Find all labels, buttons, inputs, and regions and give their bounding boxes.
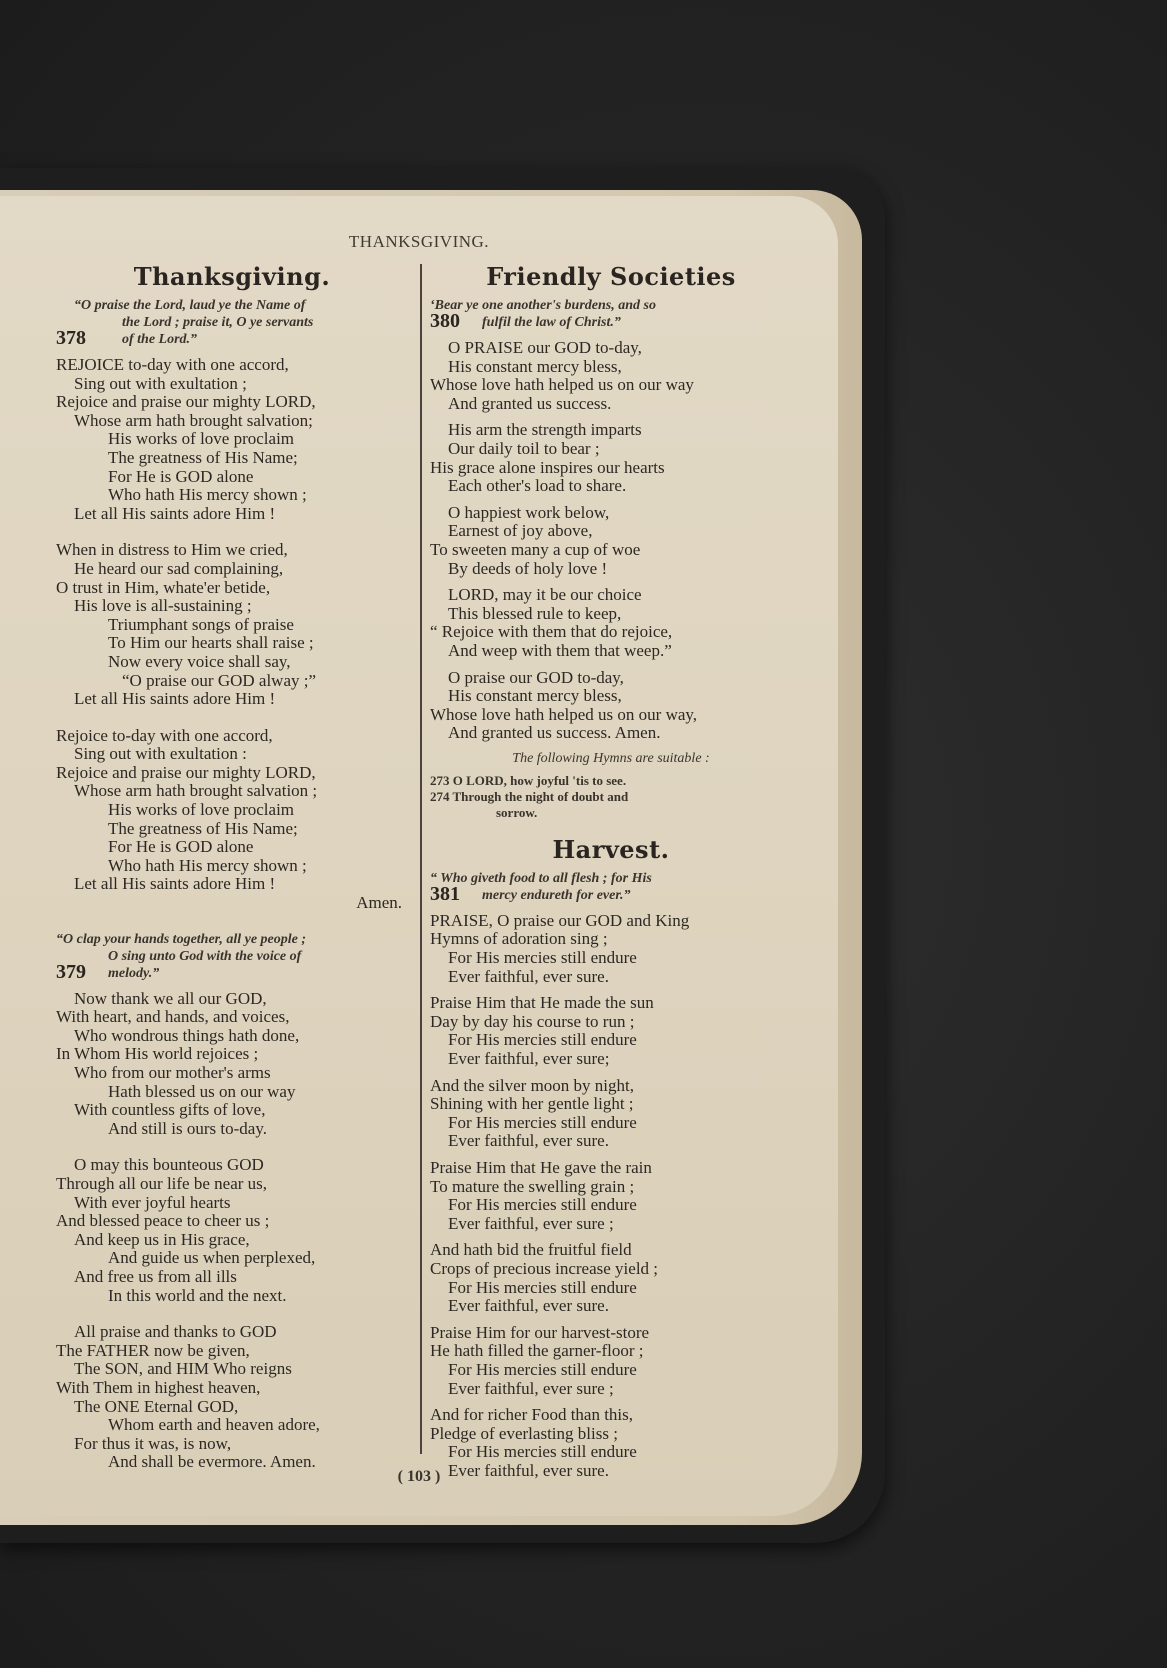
stanza: O praise our GOD to-day, His constant mercy bless, Whose love hath helped us on our way, And granted us success. Amen. bbox=[430, 667, 698, 743]
stanza: REJOICE to-day with one accord, Sing out with exultation ; Rejoice and praise our mighty LORD, Whose arm hath brought salvation; His works of love proclaim The greatness of His Name; For He is GOD alone Who hath His mercy shown ; Let all His saints adore Him ! bbox=[56, 355, 316, 523]
list-item: 274 Through the night of doubt and bbox=[430, 788, 629, 804]
stanza: O happiest work below, Earnest of joy above, To sweeten many a cup of woe By deeds of holy love ! bbox=[430, 502, 641, 578]
hymn-number: 378 bbox=[56, 327, 86, 349]
stanza: O PRAISE our GOD to-day, His constant mercy bless, Whose love hath helped us on our way And granted us success. bbox=[430, 338, 694, 413]
stanza: When in distress to Him we cried, He heard our sad complaining, O trust in Him, whate'er betide, His love is all-sustaining ; Triumphant songs of praise To Him our hearts shall raise ; Now every voice shall say, “O praise our GOD alway ;” Let all His saints adore Him ! bbox=[56, 540, 317, 709]
hymn-number: 380 bbox=[430, 310, 460, 332]
stanza: LORD, may it be our choice This blessed rule to keep, “ Rejoice with them that do rejoice, And weep with them that weep.” bbox=[430, 585, 673, 660]
hymn-381-epigraph: “ Who giveth food to all flesh ; for His mercy endureth for ever.” 381 bbox=[430, 870, 652, 905]
hymn-381 bbox=[430, 870, 792, 1481]
running-head: THANKSGIVING. bbox=[348, 232, 490, 251]
hymn-379-epigraph: “O clap your hands together, all ye people ; O sing unto God with the voice of melody.” 379 bbox=[56, 931, 307, 983]
stanza: Praise Him that He gave the rain To mature the swelling grain ; For His mercies still endure Ever faithful, ever sure ; bbox=[430, 1158, 652, 1233]
hymn-380 bbox=[430, 297, 792, 743]
section-title-thanksgiving: Thanksgiving. bbox=[133, 262, 331, 291]
page-number: ( 103 ) bbox=[397, 1468, 441, 1485]
stanza: Praise Him that He made the sun Day by day his course to run ; For His mercies still endure Ever faithful, ever sure; bbox=[430, 993, 654, 1069]
stanza: Now thank we all our GOD, With heart, and hands, and voices, Who wondrous things hath done, In Whom His world rejoices ; Who from our mother's arms Hath blessed us on our way With countless gifts of love, And still is ours to-day. bbox=[56, 988, 300, 1138]
stanza: Praise Him for our harvest-store He hath filled the garner-floor ; For His mercies still endure Ever faithful, ever sure ; bbox=[430, 1322, 650, 1398]
hymn-380-epigraph: ‘Bear ye one another's burdens, and so fulfil the law of Christ.” 380 bbox=[430, 298, 656, 332]
suitable-hymns-heading: The following Hymns are suitable : bbox=[512, 750, 710, 766]
book-page bbox=[0, 196, 838, 1516]
stanza: And for richer Food than this, Pledge of everlasting bliss ; For His mercies still endure Ever faithful, ever sure. bbox=[430, 1405, 637, 1480]
hymn-number: 381 bbox=[430, 882, 460, 905]
list-item: 273 O LORD, how joyful 'tis to see. bbox=[430, 772, 627, 788]
stanza: O may this bounteous GOD Through all our life be near us, With ever joyful hearts And blessed peace to cheer us ; And keep us in His grace, And guide us when perplexed, And free us from all ills In this world and the next. bbox=[56, 1155, 316, 1305]
stanza: Rejoice to-day with one accord, Sing out with exultation : Rejoice and praise our mighty LORD, Whose arm hath brought salvation ; His works of love proclaim The greatness of His Name; For He is GOD alone Who hath His mercy shown ; Let all His saints adore Him ! Amen. bbox=[56, 727, 408, 913]
left-column bbox=[56, 258, 408, 1472]
section-title-harvest: Harvest. bbox=[552, 834, 670, 864]
stanza: All praise and thanks to GOD The FATHER now be given, The SON, and HIM Who reigns With Them in highest heaven, The ONE Eternal GOD, Whom earth and heaven adore, For thus it was, is now, And shall be evermore. Amen. bbox=[56, 1322, 320, 1472]
stanza: And hath bid the fruitful field Crops of precious increase yield ; For His mercies still endure Ever faithful, ever sure. bbox=[430, 1240, 659, 1316]
hymn-379 bbox=[56, 931, 408, 1472]
list-item: sorrow. bbox=[496, 804, 538, 820]
stanza: His arm the strength imparts Our daily toil to bear ; His grace alone inspires our hearts Each other's load to share. bbox=[430, 420, 665, 496]
column-rule bbox=[420, 264, 422, 1454]
right-column bbox=[430, 258, 792, 1481]
hymn-378-epigraph: “O praise the Lord, laud ye the Name of the Lord ; praise it, O ye servants of the Lord.” 378 bbox=[56, 298, 314, 349]
stanza: PRAISE, O praise our GOD and King Hymns of adoration sing ; For His mercies still endure Ever faithful, ever sure. bbox=[430, 910, 690, 986]
hymn-number: 379 bbox=[56, 960, 86, 983]
section-title-friendly-societies: Friendly Societies bbox=[486, 262, 736, 291]
suitable-hymns-list bbox=[430, 773, 792, 821]
amen: Amen. bbox=[356, 893, 402, 913]
stanza: And the silver moon by night, Shining with her gentle light ; For His mercies still endure Ever faithful, ever sure. bbox=[430, 1075, 637, 1151]
hymn-378 bbox=[56, 297, 408, 913]
